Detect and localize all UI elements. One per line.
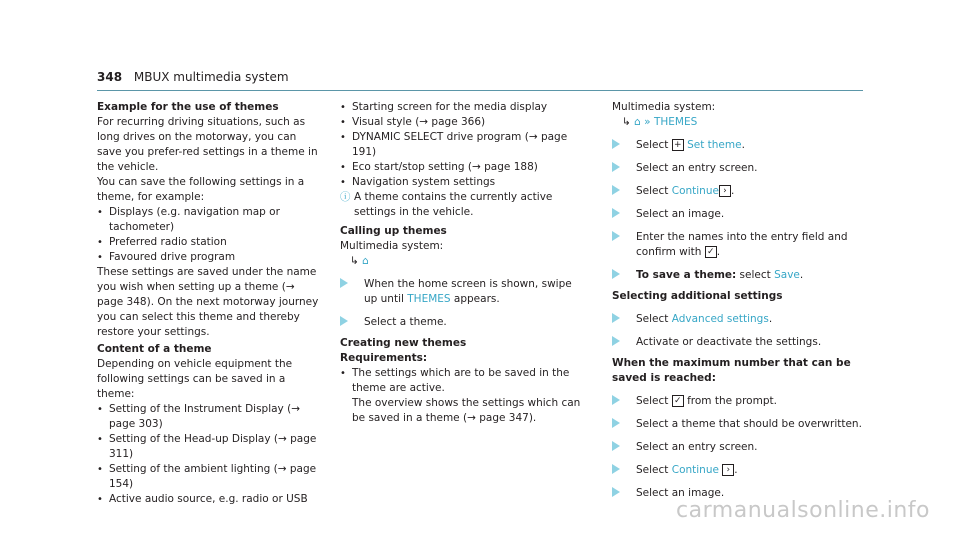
home-icon: ⌂ xyxy=(362,255,369,267)
list-item: • Navigation system settings xyxy=(340,175,585,190)
page-header-title: MBUX multimedia system xyxy=(133,70,289,84)
requirement-item: • The settings which are to be saved in the theme are active. xyxy=(340,366,585,396)
step-text: appears. xyxy=(450,293,500,305)
header-rule xyxy=(97,90,863,91)
step-arrow-icon xyxy=(612,269,620,277)
step-arrow-icon xyxy=(612,139,620,147)
advanced-settings-link: Advanced settings xyxy=(671,313,769,325)
chevron-icon: » xyxy=(644,116,651,128)
list-item: • Starting screen for the media display xyxy=(340,100,585,115)
watermark: carmanualsonline.info xyxy=(676,498,930,523)
paragraph: Depending on vehicle equipment the following settings can be saved in a theme: xyxy=(97,358,293,400)
step-arrow-icon xyxy=(612,336,620,344)
instruction-step xyxy=(612,161,862,176)
paragraph: For recurring driving situations, such as long drives on the motorway, you can save you prefer-red settings in a theme in the vehicle. xyxy=(97,116,318,173)
themes-link: THEMES xyxy=(407,293,451,305)
system-label: Multimedia system: xyxy=(340,240,444,252)
return-arrow-icon: ↳ xyxy=(622,116,631,128)
step-text: Select xyxy=(636,139,672,151)
step-text: Select xyxy=(636,395,672,407)
instruction-step xyxy=(340,315,585,330)
step-text: Select an image. xyxy=(636,487,725,499)
instruction-step: Select Continue › . xyxy=(612,184,862,199)
continue-link: Continue xyxy=(671,185,719,197)
paragraph: You can save the following settings in a theme, for example: xyxy=(97,176,305,203)
instruction-step xyxy=(612,394,862,409)
step-text: Activate or deactivate the settings. xyxy=(636,336,822,348)
step-arrow-icon xyxy=(612,185,620,193)
step-text: Select a theme. xyxy=(364,316,447,328)
chevron-right-icon: › xyxy=(719,185,731,197)
step-arrow-icon xyxy=(612,313,620,321)
system-label: Multimedia system: xyxy=(612,101,716,113)
heading-example: Example for the use of themes xyxy=(97,101,279,113)
themes-link: THEMES xyxy=(653,116,698,128)
step-arrow-icon xyxy=(612,395,620,403)
instruction-step xyxy=(612,417,862,432)
heading-creating: Creating new themes xyxy=(340,337,467,349)
list-item: • Eco start/stop setting (→ page 188) xyxy=(340,160,585,175)
instruction-step xyxy=(340,277,585,307)
step-text: Select an entry screen. xyxy=(636,441,758,453)
step-text: Select an entry screen. xyxy=(636,162,758,174)
list-item: • Preferred radio station xyxy=(97,235,322,250)
chevron-right-icon: › xyxy=(722,464,734,476)
heading-calling-up: Calling up themes xyxy=(340,225,447,237)
instruction-step: Select Continue › . xyxy=(612,463,862,478)
step-arrow-icon xyxy=(612,418,620,426)
step-arrow-icon xyxy=(612,441,620,449)
list-item: • Setting of the Head-up Display (→ page 311) xyxy=(97,432,322,462)
step-arrow-icon xyxy=(612,231,620,239)
list-item: • Setting of the ambient lighting (→ page 154) xyxy=(97,462,322,492)
step-text: Select an image. xyxy=(636,208,725,220)
list-item: • Visual style (→ page 366) xyxy=(340,115,585,130)
column-3 xyxy=(612,100,862,501)
column-1 xyxy=(97,100,322,507)
step-arrow-icon xyxy=(612,464,620,472)
ok-icon: ✓ xyxy=(672,395,684,407)
paragraph: These settings are saved under the name you wish when setting up a theme (→ page 348). On the next motorway journey you can select this theme and thereby restore your settings. xyxy=(97,266,319,338)
step-arrow-icon xyxy=(340,316,348,324)
list-item: • Active audio source, e.g. radio or USB xyxy=(97,492,322,507)
nav-path xyxy=(612,115,862,130)
instruction-step xyxy=(612,440,862,455)
info-icon: ⓘ xyxy=(340,191,351,203)
step-text: select xyxy=(736,269,775,281)
instruction-step: Enter the names into the entry field and confirm with ✓ . xyxy=(612,230,862,260)
return-arrow-icon: ↳ xyxy=(350,255,359,267)
step-text: Enter the names into the entry field and confirm with xyxy=(636,231,848,258)
step-text: Select a theme that should be overwritten. xyxy=(636,418,862,430)
step-arrow-icon xyxy=(340,278,348,286)
step-text: Select xyxy=(636,313,672,325)
plus-icon: + xyxy=(672,139,684,151)
step-arrow-icon xyxy=(612,208,620,216)
step-arrow-icon xyxy=(612,162,620,170)
set-theme-link: Set theme xyxy=(687,139,742,151)
list-item: • Favoured drive program xyxy=(97,250,322,265)
step-text: To save a theme: xyxy=(636,269,737,281)
home-icon: ⌂ xyxy=(634,116,641,128)
requirements-label: Requirements: xyxy=(340,352,428,364)
instruction-step xyxy=(612,207,862,222)
step-text: Select xyxy=(636,185,672,197)
list-item: • Setting of the Instrument Display (→ page 303) xyxy=(97,402,322,432)
heading-content: Content of a theme xyxy=(97,343,212,355)
page-number: 348 xyxy=(97,70,123,84)
step-arrow-icon xyxy=(612,487,620,495)
paragraph: The overview shows the settings which can be saved in a theme (→ page 347). xyxy=(352,397,581,424)
instruction-step: Select + Set theme. xyxy=(612,138,862,153)
instruction-step xyxy=(612,335,862,350)
nav-path xyxy=(340,254,585,269)
list-item: • DYNAMIC SELECT drive program (→ page 191) xyxy=(340,130,585,160)
step-text: When the home screen is shown, swipe up until xyxy=(364,278,572,305)
instruction-step: To save a theme: select Save. xyxy=(612,268,862,283)
continue-link: Continue xyxy=(671,464,719,476)
heading-maximum: When the maximum number that can be saved is reached: xyxy=(612,357,851,384)
save-link: Save xyxy=(774,269,800,281)
list-item: • Displays (e.g. navigation map or tachometer) xyxy=(97,205,322,235)
page-header xyxy=(97,70,289,84)
column-2 xyxy=(340,100,585,426)
instruction-step: Select Advanced settings. xyxy=(612,312,862,327)
heading-additional: Selecting additional settings xyxy=(612,290,783,302)
info-note xyxy=(340,190,585,220)
note-text: A theme contains the currently active settings in the vehicle. xyxy=(354,191,553,218)
step-text: from the prompt. xyxy=(683,395,777,407)
step-text: Select xyxy=(636,464,672,476)
ok-icon: ✓ xyxy=(705,246,717,258)
